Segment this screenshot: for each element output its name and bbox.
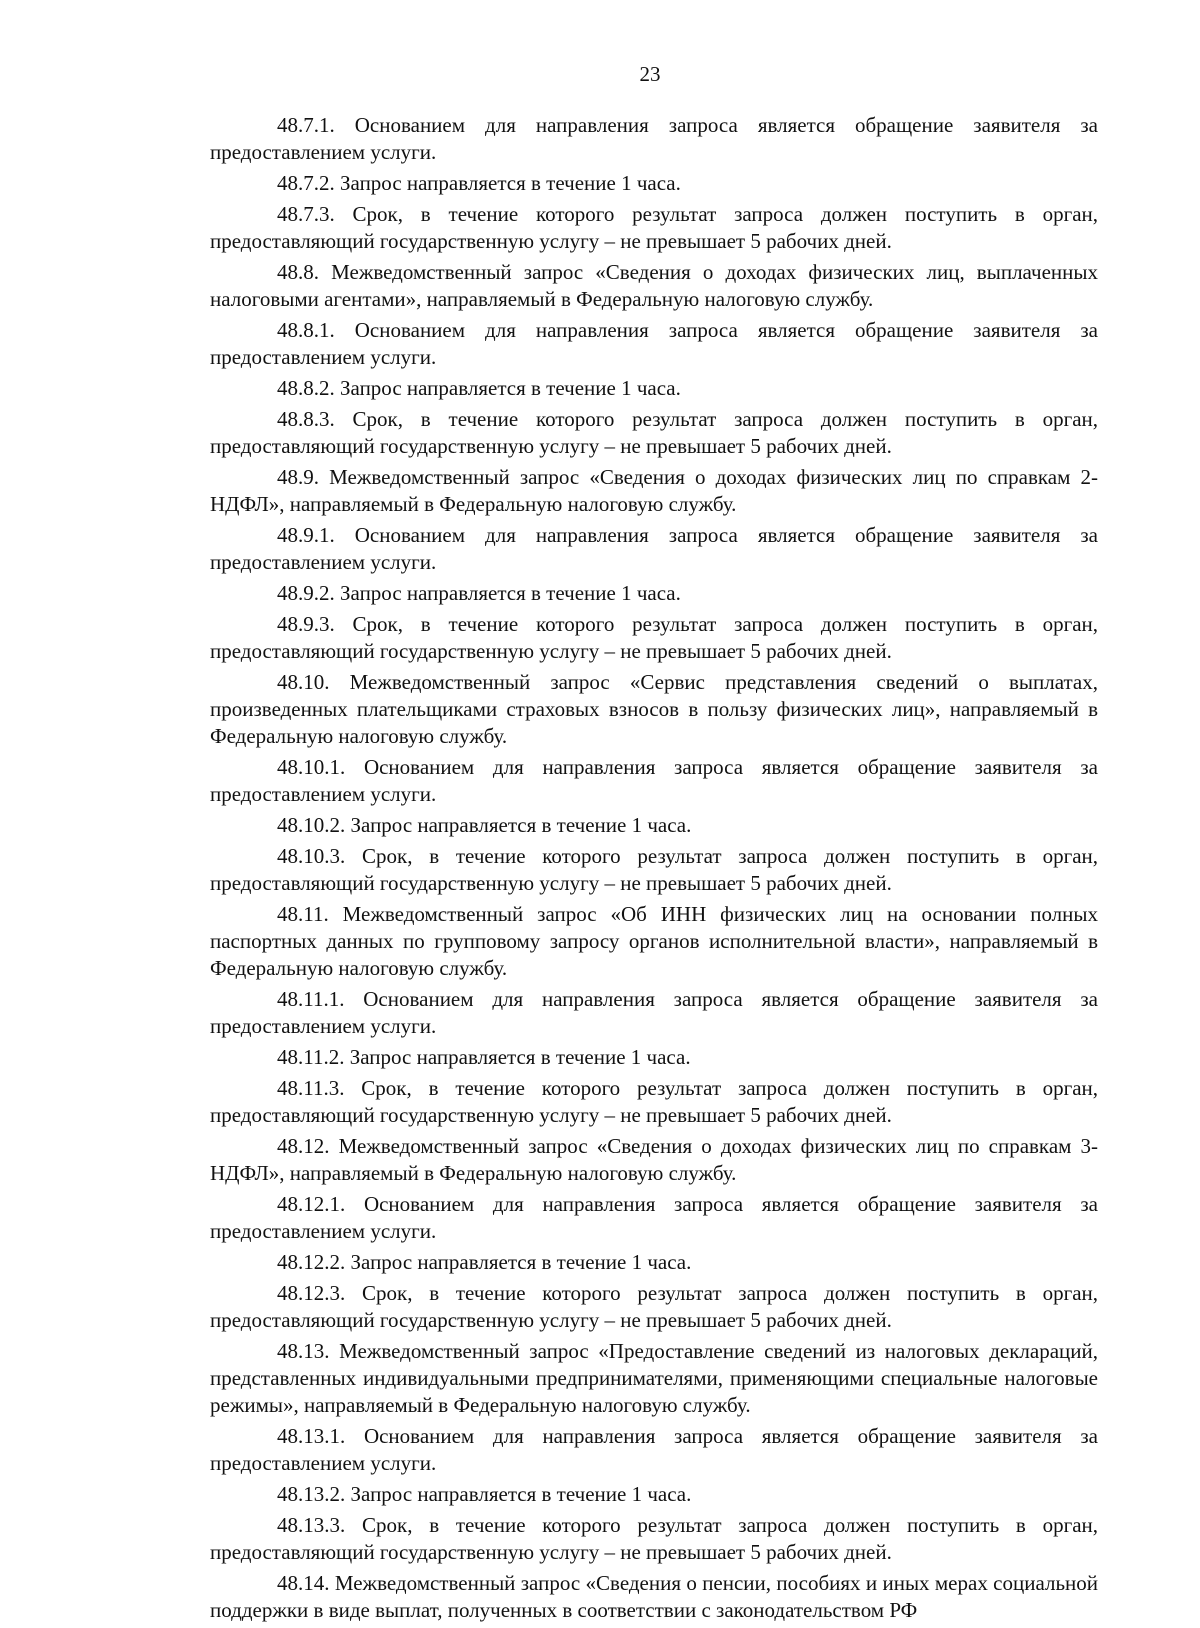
paragraph: 48.8.3. Срок, в течение которого результат запроса должен поступить в орган, предоставляющий государственную услугу – не превышает 5 рабочих дней.: [210, 407, 1098, 458]
paragraph: 48.13.3. Срок, в течение которого результат запроса должен поступить в орган, предоставляющий государственную услугу – не превышает 5 рабочих дней.: [210, 1513, 1098, 1564]
paragraph: 48.12.2. Запрос направляется в течение 1 часа.: [277, 1250, 692, 1274]
paragraph: 48.11. Межведомственный запрос «Об ИНН физических лиц на основании полных паспортных данных по групповому запросу органов исполнительной власти», направляемый в Федеральную налоговую службу.: [210, 902, 1098, 980]
paragraph: 48.8.1. Основанием для направления запроса является обращение заявителя за предоставлением услуги.: [210, 318, 1098, 369]
paragraph: 48.12.1. Основанием для направления запроса является обращение заявителя за предоставлением услуги.: [210, 1192, 1098, 1243]
paragraph: 48.13.2. Запрос направляется в течение 1 часа.: [277, 1482, 692, 1506]
paragraph: 48.8. Межведомственный запрос «Сведения о доходах физических лиц, выплаченных налоговыми агентами», направляемый в Федеральную налоговую службу.: [210, 260, 1098, 311]
paragraph: 48.7.3. Срок, в течение которого результат запроса должен поступить в орган, предоставляющий государственную услугу – не превышает 5 рабочих дней.: [210, 202, 1098, 253]
paragraph: 48.12. Межведомственный запрос «Сведения о доходах физических лиц по справкам 3-НДФЛ», направляемый в Федеральную налоговую службу.: [210, 1134, 1098, 1185]
paragraph: 48.13. Межведомственный запрос «Предоставление сведений из налоговых деклараций, представленных индивидуальными предпринимателями, применяющими специальные налоговые режимы», направляемый в Федеральную налоговую службу.: [210, 1339, 1098, 1417]
paragraph: 48.13.1. Основанием для направления запроса является обращение заявителя за предоставлением услуги.: [210, 1424, 1098, 1475]
paragraph: 48.9. Межведомственный запрос «Сведения о доходах физических лиц по справкам 2-НДФЛ», направляемый в Федеральную налоговую службу.: [210, 465, 1098, 516]
document-body: [210, 112, 1098, 1628]
paragraph: 48.12.3. Срок, в течение которого результат запроса должен поступить в орган, предоставляющий государственную услугу – не превышает 5 рабочих дней.: [210, 1281, 1098, 1332]
paragraph: 48.9.3. Срок, в течение которого результат запроса должен поступить в орган, предоставляющий государственную услугу – не превышает 5 рабочих дней.: [210, 612, 1098, 663]
paragraph: 48.11.2. Запрос направляется в течение 1 часа.: [277, 1045, 691, 1069]
paragraph: 48.7.2. Запрос направляется в течение 1 часа.: [277, 171, 681, 195]
page-number: 23: [639, 62, 661, 86]
paragraph: 48.10.1. Основанием для направления запроса является обращение заявителя за предоставлением услуги.: [210, 755, 1098, 806]
paragraph: 48.9.1. Основанием для направления запроса является обращение заявителя за предоставлением услуги.: [210, 523, 1098, 574]
paragraph: 48.10. Межведомственный запрос «Сервис представления сведений о выплатах, произведенных плательщиками страховых взносов в пользу физических лиц», направляемый в Федеральную налоговую службу.: [210, 670, 1098, 748]
paragraph: 48.10.2. Запрос направляется в течение 1 часа.: [277, 813, 692, 837]
paragraph: 48.11.3. Срок, в течение которого результат запроса должен поступить в орган, предоставляющий государственную услугу – не превышает 5 рабочих дней.: [210, 1076, 1098, 1127]
paragraph: 48.10.3. Срок, в течение которого результат запроса должен поступить в орган, предоставляющий государственную услугу – не превышает 5 рабочих дней.: [210, 844, 1098, 895]
paragraph: 48.14. Межведомственный запрос «Сведения о пенсии, пособиях и иных мерах социальной поддержки в виде выплат, полученных в соответствии с законодательством РФ: [210, 1571, 1098, 1622]
paragraph: 48.9.2. Запрос направляется в течение 1 часа.: [277, 581, 681, 605]
paragraph: 48.7.1. Основанием для направления запроса является обращение заявителя за предоставлением услуги.: [210, 113, 1098, 164]
paragraph: 48.11.1. Основанием для направления запроса является обращение заявителя за предоставлением услуги.: [210, 987, 1098, 1038]
paragraph: 48.8.2. Запрос направляется в течение 1 часа.: [277, 376, 681, 400]
